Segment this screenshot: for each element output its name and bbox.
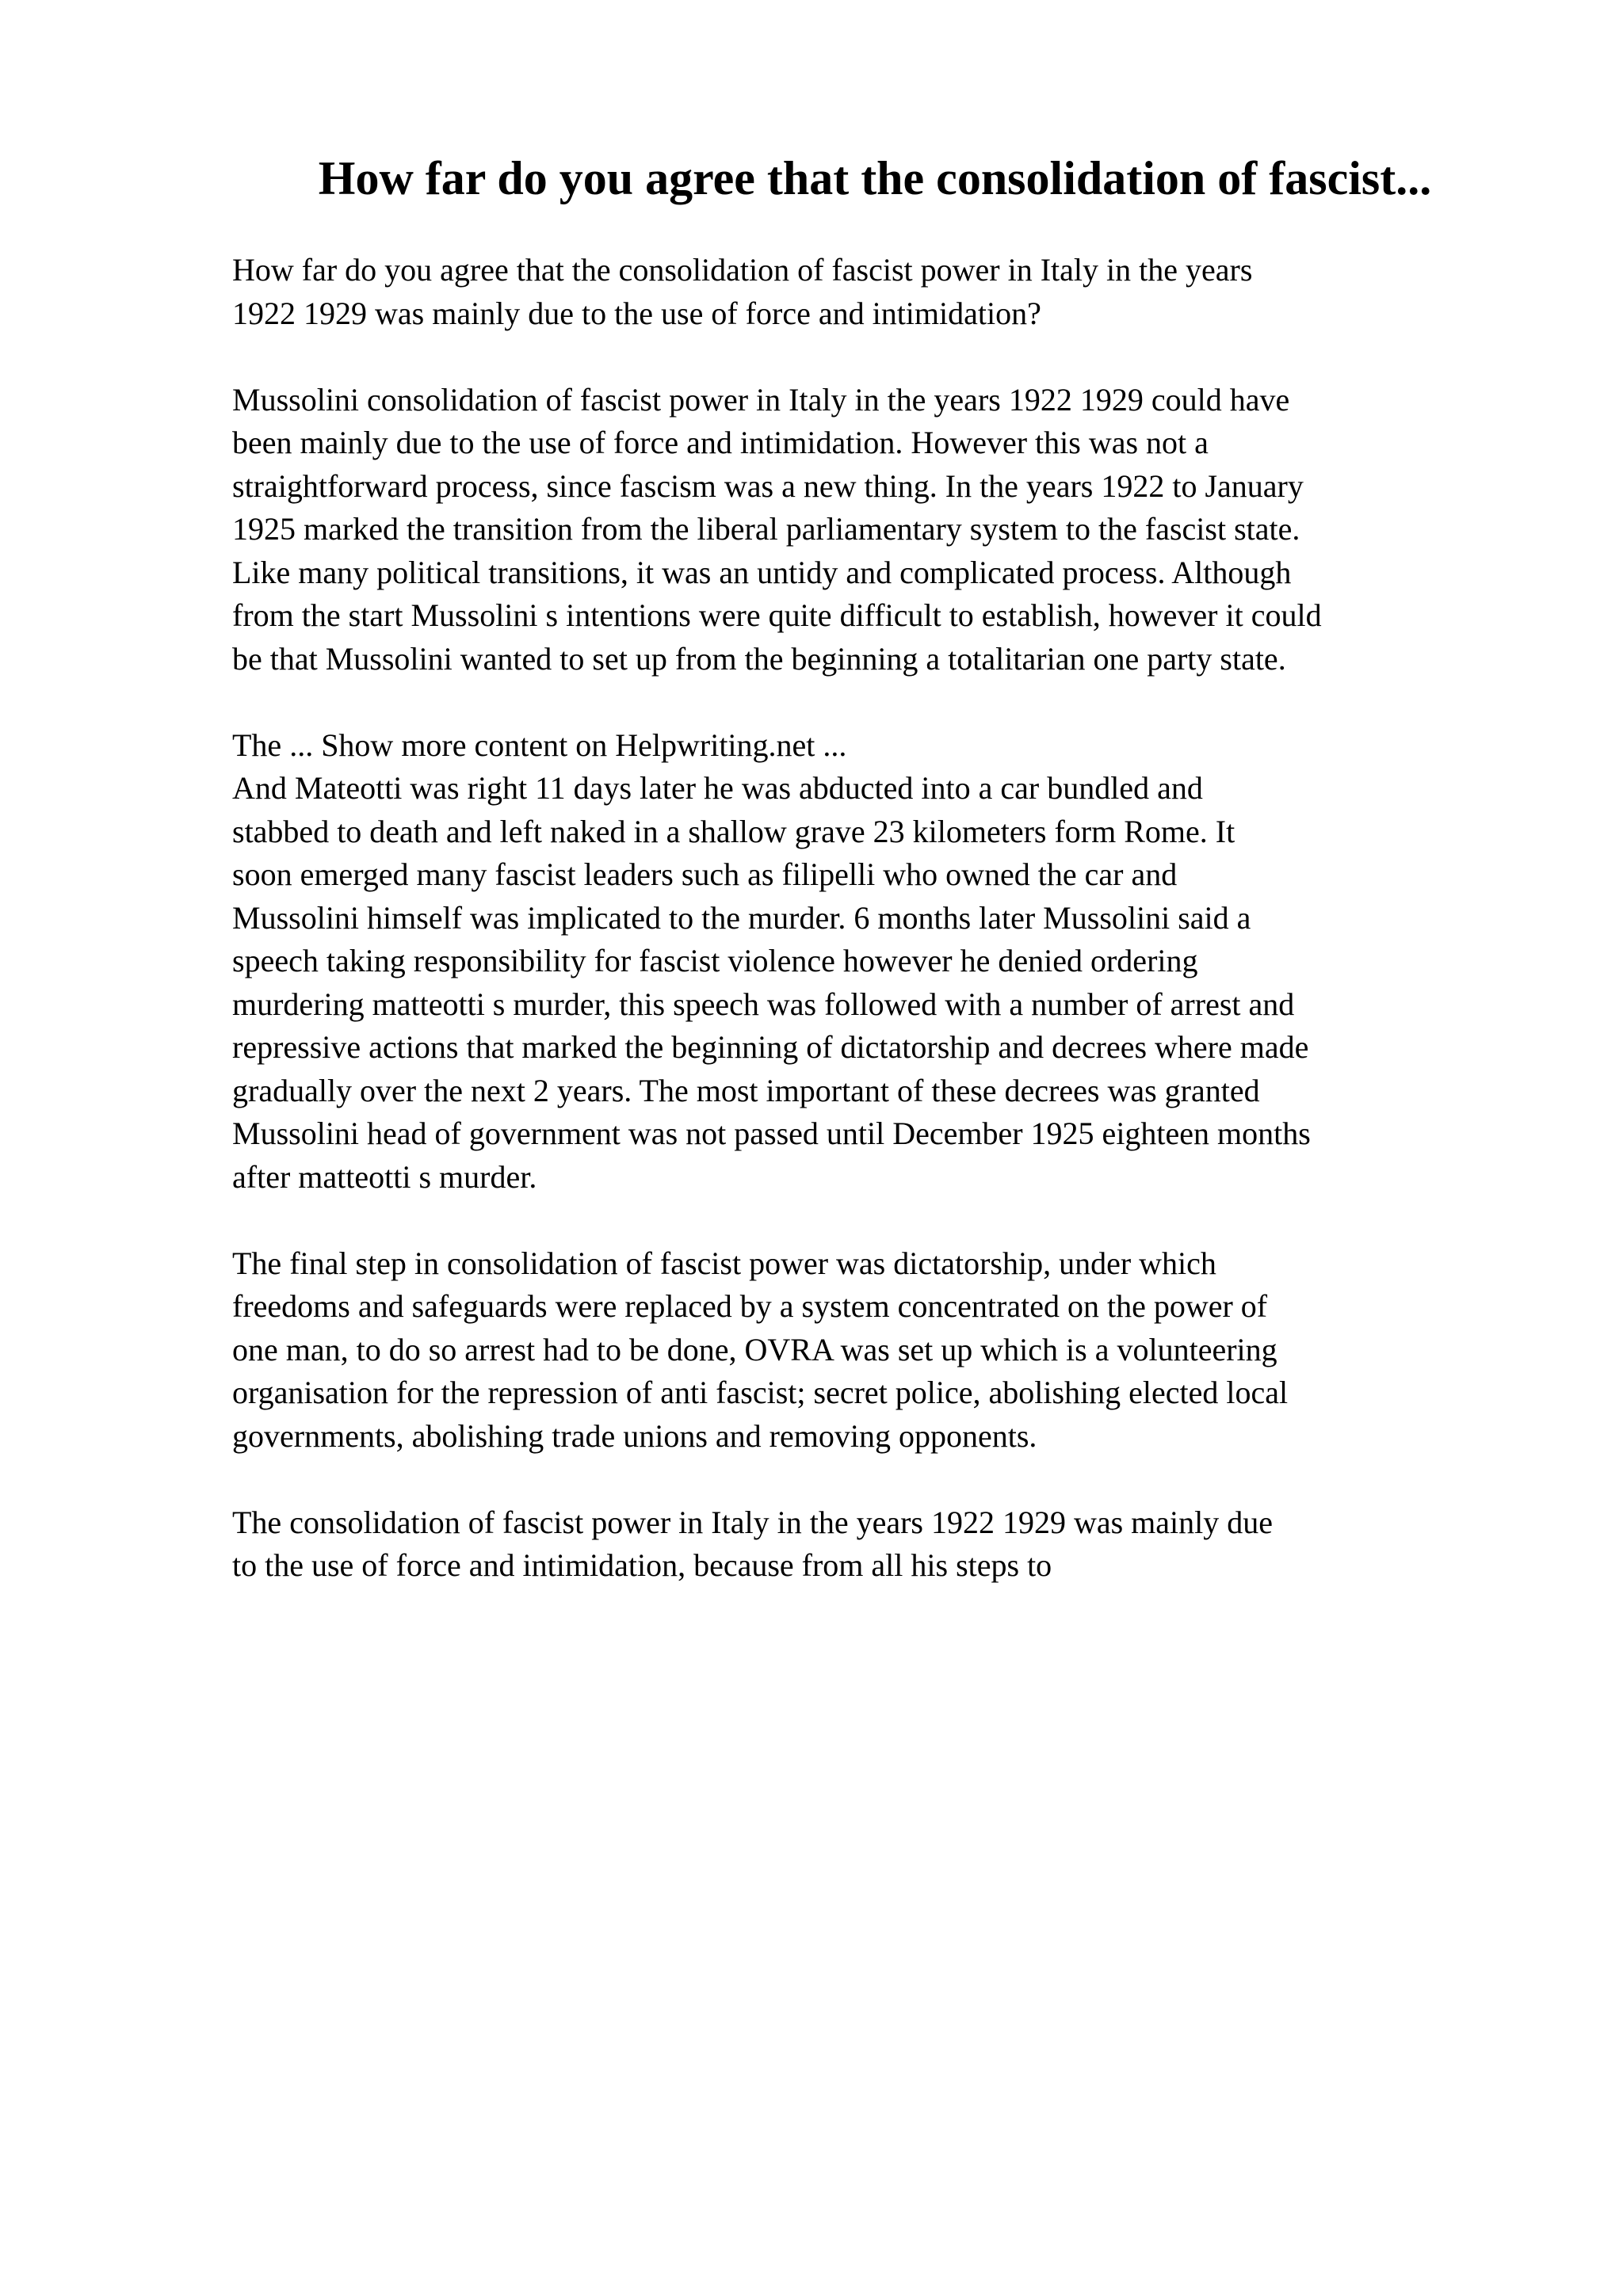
document-body [232, 249, 1532, 1588]
text-line: And Mateotti was right 11 days later he was abducted into a car bundled and [232, 770, 1203, 806]
text-line: Mussolini consolidation of fascist power in Italy in the years 1922 1929 could have [232, 381, 1290, 418]
text-line: from the start Mussolini s intentions were quite difficult to establish, however it could [232, 597, 1322, 633]
paragraph-gap [232, 1458, 1532, 1501]
text-line: organisation for the repression of anti fascist; secret police, abolishing elected local [232, 1375, 1289, 1410]
paragraph-gap [232, 681, 1532, 724]
text-line: gradually over the next 2 years. The most important of these decrees was granted [232, 1072, 1260, 1108]
paragraph-question [232, 249, 1532, 335]
text-line: Mussolini himself was implicated to the murder. 6 months later Mussolini said a [232, 899, 1251, 936]
text-line: stabbed to death and left naked in a shallow grave 23 kilometers form Rome. It [232, 813, 1235, 849]
text-line: The final step in consolidation of fascist power was dictatorship, under which [232, 1245, 1216, 1281]
text-line: governments, abolishing trade unions and removing opponents. [232, 1417, 1037, 1454]
paragraph-gap [232, 1199, 1532, 1242]
text-line: been mainly due to the use of force and intimidation. However this was not a [232, 425, 1209, 460]
text-line: murdering matteotti s murder, this speech was followed with a number of arrest and [232, 986, 1295, 1022]
text-line: speech taking responsibility for fascist violence however he denied ordering [232, 943, 1198, 978]
paragraph-matteotti [232, 724, 1532, 1199]
text-line: Mussolini head of government was not passed until December 1925 eighteen months [232, 1116, 1311, 1151]
text-line: 1925 marked the transition from the liberal parliamentary system to the fascist state. [232, 511, 1300, 547]
text-line: 1922 1929 was mainly due to the use of force and intimidation? [232, 295, 1041, 331]
text-line: straightforward process, since fascism was a new thing. In the years 1922 to January [232, 467, 1304, 504]
paragraph-dictatorship [232, 1242, 1532, 1459]
text-line: after matteotti s murder. [232, 1158, 537, 1195]
text-line: soon emerged many fascist leaders such as filipelli who owned the car and [232, 856, 1178, 892]
paragraph-conclusion [232, 1501, 1532, 1588]
text-line: one man, to do so arrest had to be done, OVRA was set up which is a volunteering [232, 1331, 1277, 1367]
text-line: The consolidation of fascist power in Italy in the years 1922 1929 was mainly due [232, 1504, 1274, 1540]
show-more-line: The ... Show more content on Helpwriting.net ... [232, 727, 847, 763]
text-line: repressive actions that marked the beginning of dictatorship and decrees where made [232, 1029, 1309, 1065]
text-line: Like many political transitions, it was an untidy and complicated process. Although [232, 554, 1292, 590]
paragraph-gap [232, 335, 1532, 379]
document-title: How far do you agree that the consolidation of fascist... [318, 152, 1432, 204]
paragraph-introduction [232, 379, 1532, 681]
text-line: freedoms and safeguards were replaced by a system concentrated on the power of [232, 1288, 1268, 1324]
text-line: How far do you agree that the consolidation of fascist power in Italy in the years [232, 252, 1253, 288]
text-line: be that Mussolini wanted to set up from the beginning a totalitarian one party state. [232, 640, 1286, 677]
text-line: to the use of force and intimidation, because from all his steps to [232, 1547, 1052, 1583]
